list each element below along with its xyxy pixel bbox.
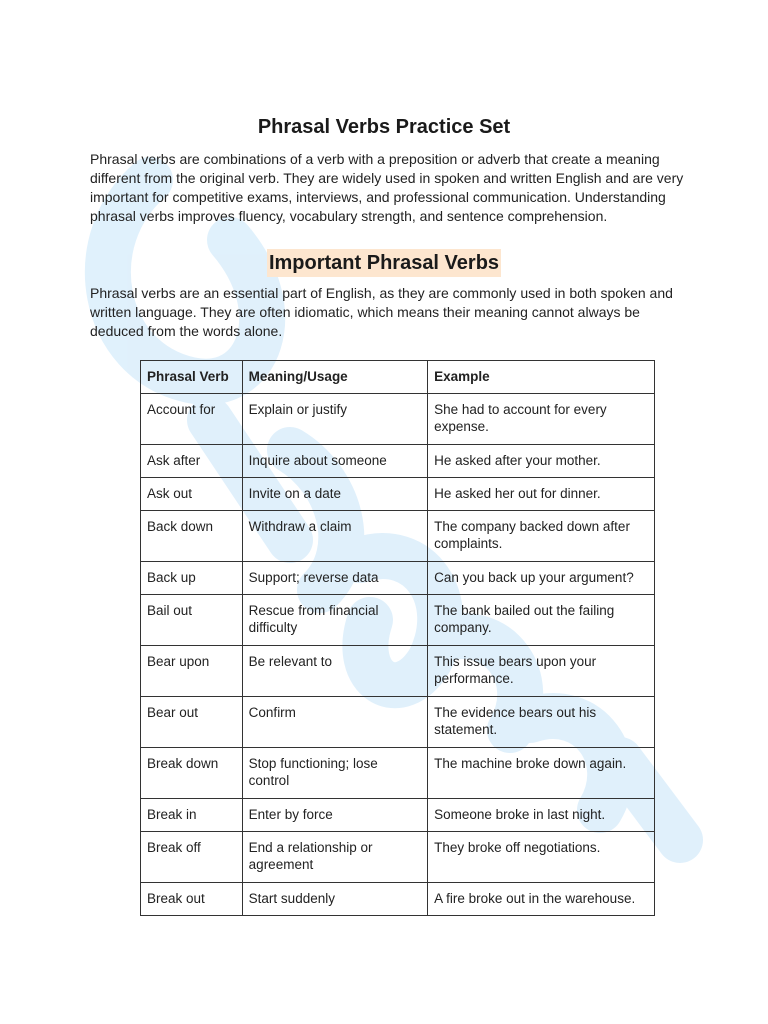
table-row xyxy=(141,478,655,511)
cell-meaning: Inquire about someone xyxy=(242,445,427,478)
cell-verb: Bail out xyxy=(141,595,243,646)
cell-example: He asked after your mother. xyxy=(428,445,655,478)
section-description: Phrasal verbs are an essential part of English, as they are commonly used in both spoken and written language. They are often idiomatic, which means their meaning cannot always be deduced from the words alone. xyxy=(90,285,673,339)
table-row xyxy=(141,562,655,595)
cell-meaning: Enter by force xyxy=(242,799,427,832)
cell-example: The company backed down after complaints. xyxy=(428,511,655,562)
cell-meaning: Rescue from financial difficulty xyxy=(242,595,427,646)
page-title: Phrasal Verbs Practice Set xyxy=(257,116,511,138)
table-row xyxy=(141,511,655,562)
column-header-phrasal-verb: Phrasal Verb xyxy=(141,361,243,394)
table-row xyxy=(141,697,655,748)
cell-verb: Break down xyxy=(141,748,243,799)
column-header-meaning: Meaning/Usage xyxy=(242,361,427,394)
table-header-row xyxy=(141,361,655,394)
cell-verb: Ask after xyxy=(141,445,243,478)
cell-meaning: Explain or justify xyxy=(242,394,427,445)
cell-example: The machine broke down again. xyxy=(428,748,655,799)
table-row xyxy=(141,799,655,832)
cell-meaning: Support; reverse data xyxy=(242,562,427,595)
cell-meaning: Confirm xyxy=(242,697,427,748)
cell-example: Can you back up your argument? xyxy=(428,562,655,595)
cell-verb: Break out xyxy=(141,883,243,916)
cell-verb: Account for xyxy=(141,394,243,445)
cell-verb: Back down xyxy=(141,511,243,562)
cell-meaning: End a relationship or agreement xyxy=(242,832,427,883)
table-row xyxy=(141,883,655,916)
cell-meaning: Stop functioning; lose control xyxy=(242,748,427,799)
table-row xyxy=(141,445,655,478)
section-heading: Important Phrasal Verbs xyxy=(267,249,501,277)
cell-verb: Back up xyxy=(141,562,243,595)
cell-verb: Break off xyxy=(141,832,243,883)
cell-verb: Bear upon xyxy=(141,646,243,697)
cell-meaning: Start suddenly xyxy=(242,883,427,916)
cell-meaning: Be relevant to xyxy=(242,646,427,697)
column-header-example: Example xyxy=(428,361,655,394)
table-row xyxy=(141,394,655,445)
cell-meaning: Withdraw a claim xyxy=(242,511,427,562)
cell-example: Someone broke in last night. xyxy=(428,799,655,832)
cell-example: They broke off negotiations. xyxy=(428,832,655,883)
cell-verb: Bear out xyxy=(141,697,243,748)
cell-example: The evidence bears out his statement. xyxy=(428,697,655,748)
intro-paragraph: Phrasal verbs are combinations of a verb with a preposition or adverb that create a meaning different from the original verb. They are widely used in spoken and written English and are very important for competitive exams, interviews, and professional communication. Understanding phrasal verbs improves fluency, vocabulary strength, and sentence comprehension. xyxy=(90,151,684,224)
table-row xyxy=(141,595,655,646)
cell-example: She had to account for every expense. xyxy=(428,394,655,445)
table-row xyxy=(141,646,655,697)
table-row xyxy=(141,832,655,883)
cell-example: The bank bailed out the failing company. xyxy=(428,595,655,646)
cell-verb: Break in xyxy=(141,799,243,832)
cell-example: He asked her out for dinner. xyxy=(428,478,655,511)
cell-example: This issue bears upon your performance. xyxy=(428,646,655,697)
cell-verb: Ask out xyxy=(141,478,243,511)
phrasal-verbs-table xyxy=(140,360,655,916)
cell-meaning: Invite on a date xyxy=(242,478,427,511)
table-row xyxy=(141,748,655,799)
section-heading-container xyxy=(0,249,768,277)
cell-example: A fire broke out in the warehouse. xyxy=(428,883,655,916)
